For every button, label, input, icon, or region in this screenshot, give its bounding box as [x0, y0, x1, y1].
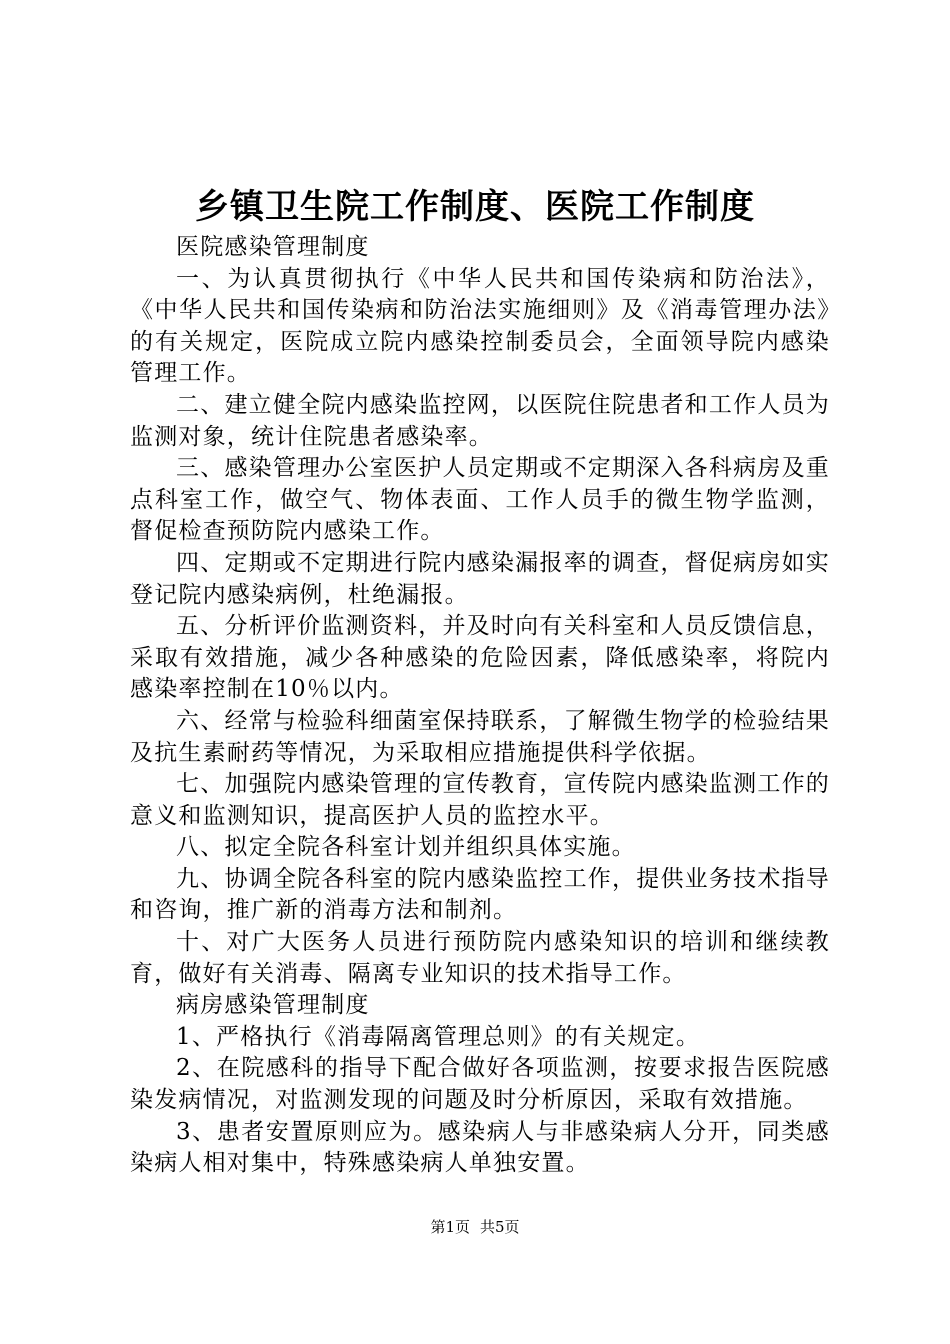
paragraph-item-5: 五、分析评价监测资料，并及时向有关科室和人员反馈信息，采取有效措施，减少各种感染的危险因素，降低感染率，将院内感染率控制在10％以内。 — [130, 613, 830, 703]
paragraph-item-1: 一、为认真贯彻执行《中华人民共和国传染病和防治法》，《中华人民共和国传染病和防治法实施细则》及《消毒管理办法》的有关规定，医院成立院内感染控制委员会，全面领导院内感染管理工作。 — [130, 265, 830, 387]
ward-rule-3: 3、患者安置原则应为。感染病人与非感染病人分开，同类感染病人相对集中，特殊感染病人单独安置。 — [130, 1118, 830, 1177]
paragraph-item-4: 四、定期或不定期进行院内感染漏报率的调查，督促病房如实登记院内感染病例，杜绝漏报。 — [130, 549, 830, 608]
page-number: 第1页 — [430, 1218, 470, 1236]
paragraph-item-3: 三、感染管理办公室医护人员定期或不定期深入各科病房及重点科室工作，做空气、物体表面、工作人员手的微生物学监测，督促检查预防院内感染工作。 — [130, 455, 830, 545]
paragraph-item-7: 七、加强院内感染管理的宣传教育，宣传院内感染监测工作的意义和监测知识，提高医护人员的监控水平。 — [130, 771, 830, 829]
document-body — [130, 232, 830, 1180]
page-total: 共5页 — [480, 1218, 520, 1236]
section-heading-hospital-infection: 医院感染管理制度 — [176, 234, 370, 260]
document-title: 乡镇卫生院工作制度、医院工作制度 — [195, 187, 755, 227]
section-heading-ward-infection: 病房感染管理制度 — [176, 992, 370, 1019]
ward-rule-2: 2、在院感科的指导下配合做好各项监测，按要求报告医院感染发病情况，对监测发现的问题及时分析原因，采取有效措施。 — [130, 1055, 830, 1114]
paragraph-item-8: 八、拟定全院各科室计划并组织具体实施。 — [176, 834, 636, 861]
page-footer — [0, 1216, 950, 1238]
ward-rule-1: 1、严格执行《消毒隔离管理总则》的有关规定。 — [176, 1023, 701, 1050]
paragraph-item-6: 六、经常与检验科细菌室保持联系，了解微生物学的检验结果及抗生素耐药等情况，为采取相应措施提供科学依据。 — [130, 707, 830, 766]
paragraph-item-2: 二、建立健全院内感染监控网，以医院住院患者和工作人员为监测对象，统计住院患者感染率。 — [130, 391, 830, 450]
paragraph-item-9: 九、协调全院各科室的院内感染监控工作，提供业务技术指导和咨询，推广新的消毒方法和制剂。 — [130, 865, 830, 924]
paragraph-item-10: 十、对广大医务人员进行预防院内感染知识的培训和继续教育，做好有关消毒、隔离专业知识的技术指导工作。 — [130, 929, 830, 987]
